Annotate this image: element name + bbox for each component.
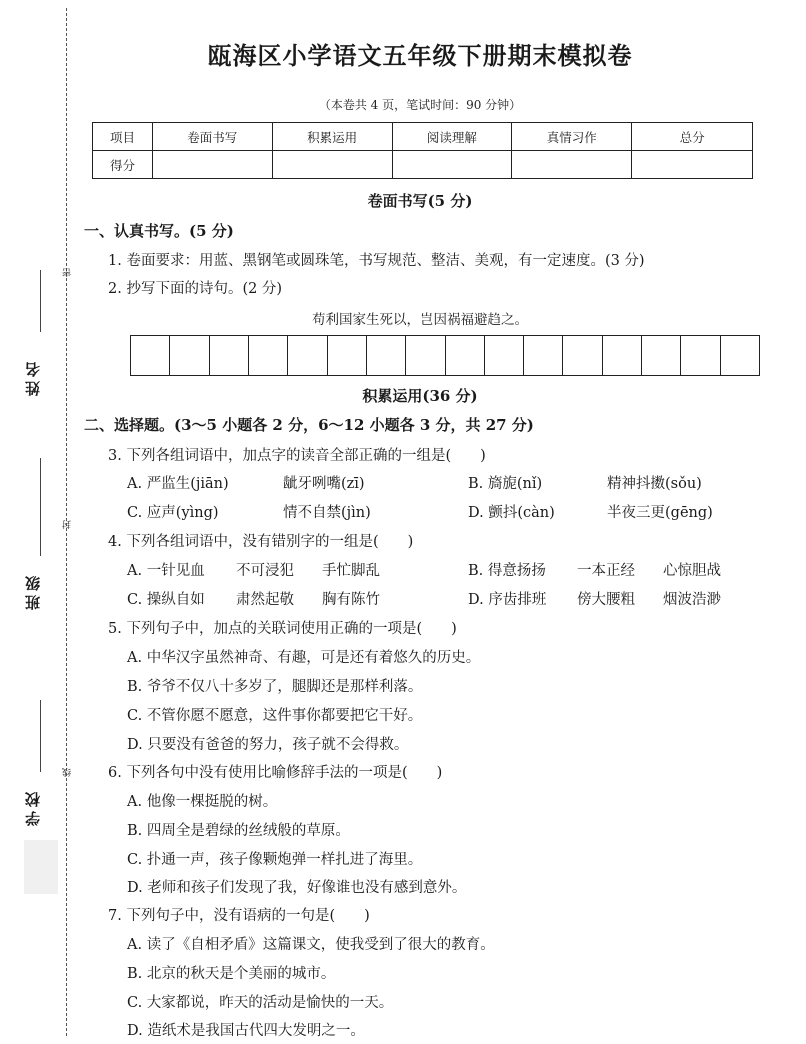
copy-writing-grid[interactable] <box>130 335 760 376</box>
q3-stem: 3. 下列各组词语中，加点字的读音全部正确的一组是( ) <box>108 448 486 464</box>
q3-option-a1: A. 严监生(jiān) <box>127 476 229 492</box>
q4-option-c-3: 胸有陈竹 <box>322 592 380 608</box>
class-underline <box>40 458 41 556</box>
q6-option-c: C. 扑通一声，孩子像颗炮弹一样扎进了海里。 <box>127 852 423 868</box>
score-cell[interactable] <box>512 151 632 179</box>
score-cell[interactable] <box>392 151 512 179</box>
score-table-header-row <box>93 123 753 151</box>
q4-option-a-2: 不可浸犯 <box>236 563 294 579</box>
q7-option-a: A. 读了《自相矛盾》这篇课文，使我受到了很大的教育。 <box>127 937 495 953</box>
section-handwriting-heading: 卷面书写(5 分) <box>367 192 473 210</box>
grid-cell[interactable] <box>170 336 209 375</box>
q7-option-c: C. 大家都说，昨天的活动是愉快的一天。 <box>127 995 394 1011</box>
scan-shade <box>24 840 58 894</box>
q3-option-b2: 精神抖擞(sǒu) <box>607 476 702 492</box>
grid-cell[interactable] <box>524 336 563 375</box>
q6-option-b: B. 四周全是碧绿的丝绒般的草原。 <box>127 823 350 839</box>
score-header-item: 项目 <box>93 123 153 151</box>
q3-option-c1: C. 应声(yìng) <box>127 505 219 521</box>
score-table <box>92 122 753 179</box>
grid-cell[interactable] <box>249 336 288 375</box>
q3-option-d2: 半夜三更(gēng) <box>607 505 713 521</box>
grid-cell[interactable] <box>721 336 759 375</box>
score-table-score-row <box>93 151 753 179</box>
grid-cell[interactable] <box>131 336 170 375</box>
q4-option-b-2: 一本正经 <box>577 563 635 579</box>
q3-option-c2: 情不自禁(jìn) <box>283 505 371 521</box>
grid-cell[interactable] <box>446 336 485 375</box>
score-header-accumulation: 积累运用 <box>272 123 392 151</box>
q5-option-d: D. 只要没有爸爸的努力，孩子就不会得救。 <box>127 737 409 753</box>
q4-option-d-1: D. 序齿排班 <box>468 592 547 608</box>
q5-stem: 5. 下列句子中，加点的关联词使用正确的一项是( ) <box>108 621 457 637</box>
section-accumulation-heading: 积累运用(36 分) <box>362 387 478 405</box>
class-label: 班级 <box>24 572 42 610</box>
q3-option-a2: 龇牙咧嘴(zī) <box>283 476 365 492</box>
grid-cell[interactable] <box>406 336 445 375</box>
q4-option-c-2: 肃然起敬 <box>236 592 294 608</box>
exam-title: 瓯海区小学语文五年级下册期末模拟卷 <box>207 41 633 70</box>
question-1-heading: 一、认真书写。(5 分) <box>84 222 234 240</box>
grid-cell[interactable] <box>288 336 327 375</box>
question-2-heading: 二、选择题。(3～5 小题各 2 分，6～12 小题各 3 分，共 27 分) <box>84 416 534 434</box>
q4-option-a-1: A. 一针见血 <box>127 563 205 579</box>
grid-cell[interactable] <box>563 336 602 375</box>
seal-mark-xian: 线 <box>63 768 73 777</box>
q6-stem: 6. 下列各句中没有使用比喻修辞手法的一项是( ) <box>108 765 443 781</box>
q4-option-c-1: C. 操纵自如 <box>127 592 205 608</box>
score-cell[interactable] <box>152 151 272 179</box>
q4-option-a-3: 手忙脚乱 <box>322 563 380 579</box>
score-header-handwriting: 卷面书写 <box>152 123 272 151</box>
school-underline <box>40 700 41 772</box>
q7-option-d: D. 造纸术是我国古代四大发明之一。 <box>127 1023 365 1039</box>
school-label: 学校 <box>24 788 42 826</box>
score-header-total: 总分 <box>632 123 753 151</box>
grid-cell[interactable] <box>328 336 367 375</box>
question-1-item-1: 1. 卷面要求：用蓝、黑钢笔或圆珠笔，书写规范、整洁、美观，有一定速度。(3 分) <box>108 253 645 269</box>
q7-option-b: B. 北京的秋天是个美丽的城市。 <box>127 966 336 982</box>
name-label: 姓名 <box>24 358 42 396</box>
q7-stem: 7. 下列句子中，没有语病的一句是( ) <box>108 908 370 924</box>
q6-option-d: D. 老师和孩子们发现了我，好像谁也没有感到意外。 <box>127 880 467 896</box>
q5-option-a: A. 中华汉字虽然神奇、有趣，可是还有着悠久的历史。 <box>127 650 481 666</box>
seal-mark-feng: 封 <box>63 520 73 529</box>
q6-option-a: A. 他像一棵挺脱的树。 <box>127 794 278 810</box>
grid-cell[interactable] <box>681 336 720 375</box>
score-row-label: 得分 <box>93 151 153 179</box>
question-1-item-2: 2. 抄写下面的诗句。(2 分) <box>108 281 283 297</box>
q3-option-d1: D. 颤抖(càn) <box>468 505 555 521</box>
poem-line: 苟利国家生死以，岂因祸福避趋之。 <box>312 312 528 328</box>
score-header-writing: 真情习作 <box>512 123 632 151</box>
grid-cell[interactable] <box>642 336 681 375</box>
grid-cell[interactable] <box>603 336 642 375</box>
q5-option-b: B. 爷爷不仅八十多岁了，腿脚还是那样利落。 <box>127 679 423 695</box>
seal-mark-mi: 密 <box>63 268 73 277</box>
grid-cell[interactable] <box>367 336 406 375</box>
name-underline <box>40 270 41 332</box>
score-cell[interactable] <box>272 151 392 179</box>
grid-cell[interactable] <box>210 336 249 375</box>
q4-option-b-1: B. 得意扬扬 <box>468 563 546 579</box>
q4-option-d-3: 烟波浩渺 <box>663 592 721 608</box>
score-cell[interactable] <box>632 151 753 179</box>
q5-option-c: C. 不管你愿不愿意，这件事你都要把它干好。 <box>127 708 423 724</box>
q4-stem: 4. 下列各组词语中，没有错别字的一组是( ) <box>108 534 414 550</box>
q4-option-b-3: 心惊胆战 <box>663 563 721 579</box>
q4-option-d-2: 傍大腰粗 <box>577 592 635 608</box>
q3-option-b1: B. 旖旎(nǐ) <box>468 476 543 492</box>
grid-cell[interactable] <box>485 336 524 375</box>
score-header-reading: 阅读理解 <box>392 123 512 151</box>
exam-subtitle: （本卷共 4 页，笔试时间：90 分钟） <box>318 98 522 112</box>
